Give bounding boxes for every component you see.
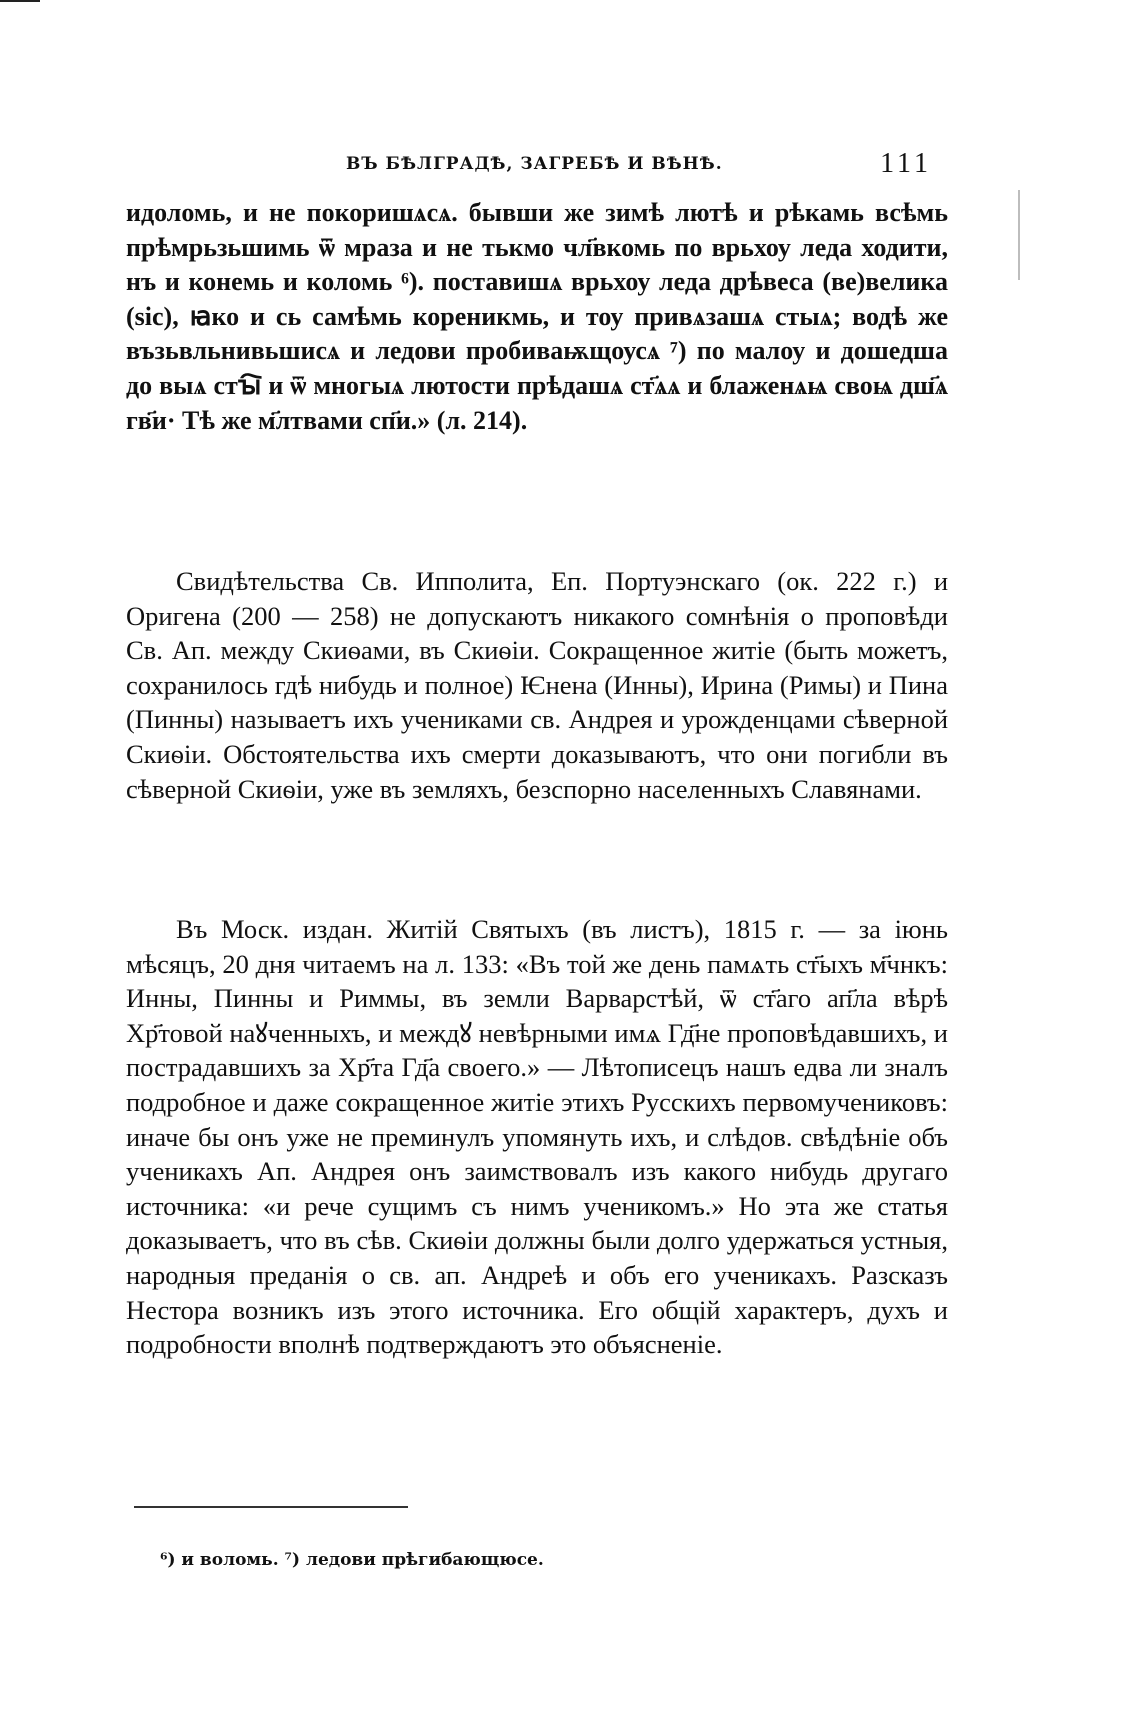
page-number: 111 xyxy=(880,148,932,179)
running-head xyxy=(126,148,948,188)
running-title: ВЪ БѢЛГРАДѢ, ЗАГРЕБѢ И ВѢНѢ. xyxy=(346,154,723,174)
slavonic-quote: идоломь, и не покоришѧсѧ. бывши же зимѣ лютѣ и рѣкамь всѣмь прѣмрьзьшимь ѿ мраза и не тькмо чл҃вкомь по врьхоу леда ходити, нъ и конемь и коломь ⁶). поставишѧ врьхоу леда дрѣвеса (ве)велика (sic), ꙗко и сь самѣмь кореникмь, и тоу привѧзашѧ стыѧ; водѣ же възьвльнивьшисѧ и ледови пробиваѭщоусѧ ⁷) по малоу и дошедша до выѧ стꙑ҇ и ѿ многыѧ лютости прѣдашѧ ст҃ѧѧ и блаженѧѩ своѩ дш҃ѧ гв҃и· Тѣ же м҃лтвами сп҃и.» (л. 214). xyxy=(126,198,948,435)
footnote-divider xyxy=(134,1506,408,1508)
corner-rule xyxy=(0,0,40,2)
margin-mark xyxy=(1018,190,1020,280)
footnotes: ⁶) и воломь. ⁷) ледови прѣгибающюсе. xyxy=(160,1550,544,1570)
paragraph-moscow-edition: Въ Моск. издан. Житій Святыхъ (въ листъ), 1815 г. — за іюнь мѣсяцъ, 20 дня читаемъ на л. 133: «Въ той же день памѧть ст҃ыхъ м҃чнкъ: Инны, Пинны и Риммы, въ земли Варварстѣй, ѿ ст҃аго ап҃ла вѣрѣ Хр҃товой наꙋченныхъ, и междꙋ невѣрными имѧ Гд҃не проповѣдавшихъ, и пострадавшихъ за Хр҃та Гд҃а своего.» — Лѣтописецъ нашъ едва ли зналъ подробное и даже сокращенное житіе этихъ Русскихъ первомучениковъ: иначе бы онъ уже не преминулъ упомянуть ихъ, и слѣдов. свѣдѣніе объ ученикахъ Ап. Андрея онъ заимствовалъ изъ какого нибудь другаго источника: «и рече сущимъ съ нимъ ученикомъ.» Но эта же статья доказываетъ, что въ сѣв. Скиѳіи должны были долго удержаться устныя, народныя преданія о св. ап. Андреѣ и объ его ученикахъ. Разсказъ Нестора возникъ изъ этого источника. Его общій характеръ, духъ и подробности вполнѣ подтверждаютъ это объясненіе. xyxy=(126,914,948,1360)
paragraph-testimonies: Свидѣтельства Св. Ипполита, Еп. Портуэнскаго (ок. 222 г.) и Оригена (200 — 258) не допускаютъ никакого сомнѣнія о проповѣди Св. Ап. между Скиѳами, въ Скиѳіи. Сокращенное житіе (быть можетъ, сохранилось гдѣ нибудь и полное) Ѥнена (Инны), Ирина (Римы) и Пина (Пинны) называетъ ихъ учениками св. Андрея и урожденцами сѣверной Скиѳіи. Обстоятельства ихъ смерти доказываютъ, что они погибли въ сѣверной Скиѳіи, уже въ земляхъ, безспорно населенныхъ Славянами. xyxy=(126,566,948,804)
